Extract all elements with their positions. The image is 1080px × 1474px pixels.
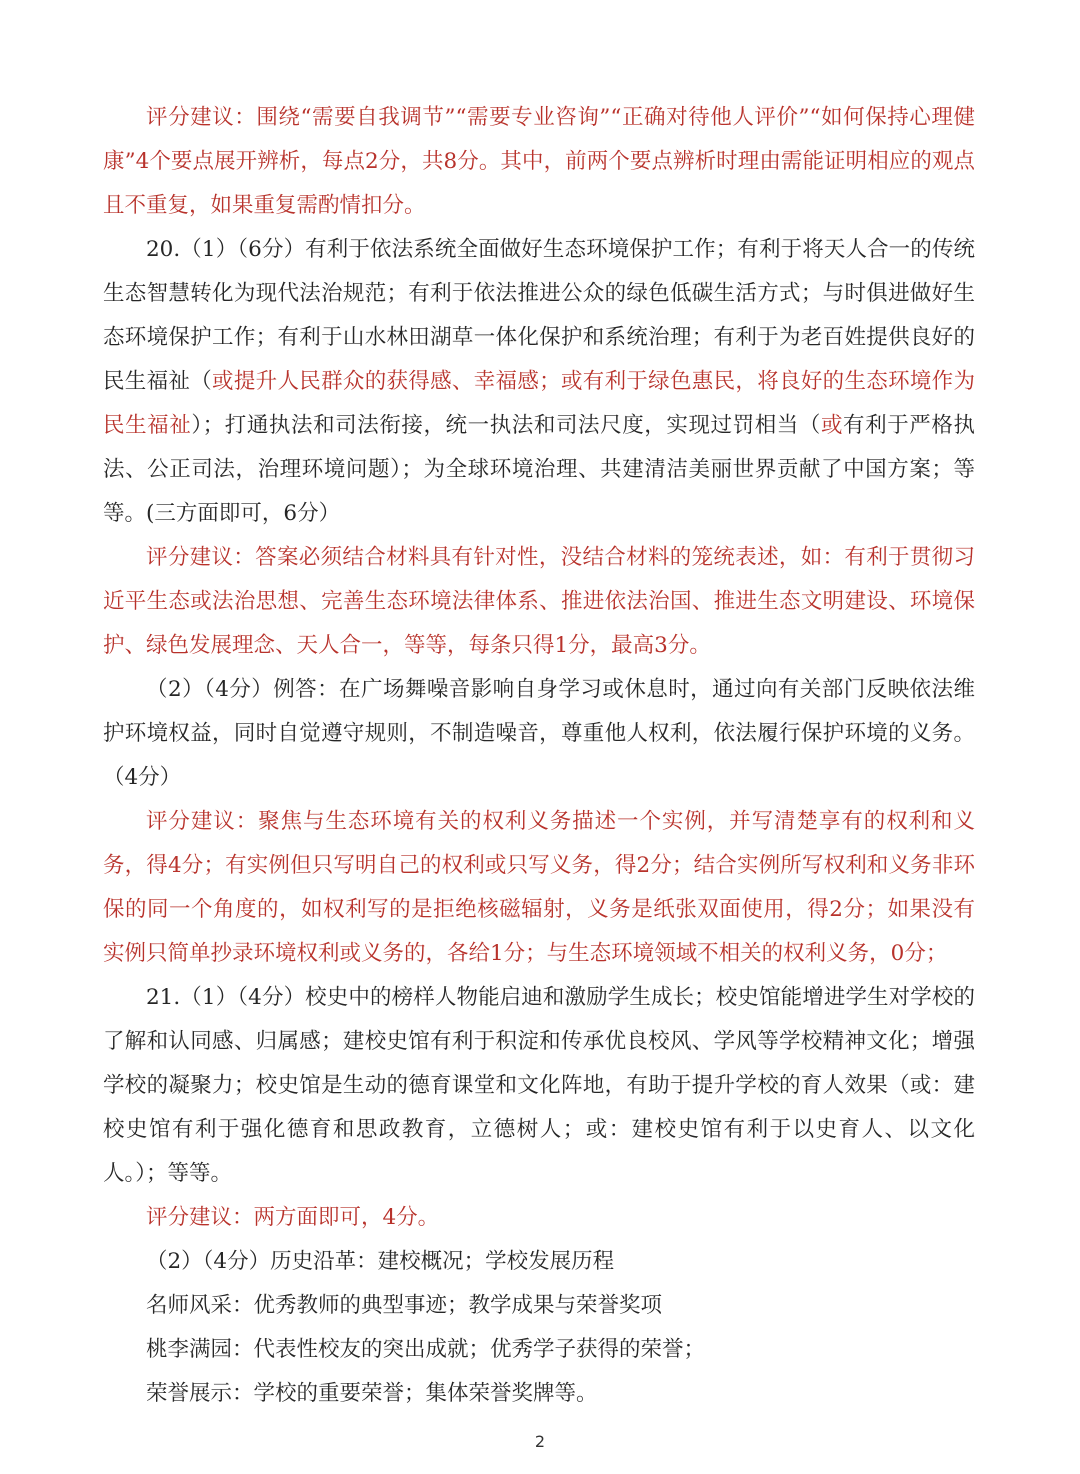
answer-21-1: 21.（1）（4分）校史中的榜样人物能启迪和激励学生成长；校史馆能增进学生对学校的了解和认同感、归属感；建校史馆有利于积淀和传承优良校风、学风等学校精神文化；增强学校的凝聚力；校史馆是生动的德育课堂和文化阵地，有助于提升学校的育人效果（或：建校史馆有利于强化德育和思政教育，立德树人；或：建校史馆有利于以史育人、以文化人。）；等等。 xyxy=(103,985,975,1186)
answer-20-1-alt-welfare: 或提升人民群众的获得感、幸福感；或有利于绿色惠民，将良好的生态环境作为民生福祉 xyxy=(103,369,975,438)
scoring-suggestion-20-1: 评分建议：答案必须结合材料具有针对性，没结合材料的笼统表述，如：有利于贯彻习近平生态或法治思想、完善生态环境法律体系、推进依法治国、推进生态文明建设、环境保护、绿色发展理念、天人合一，等等，每条只得1分，最高3分。 xyxy=(103,545,975,658)
answer-20-1-rest: 有利于严格执法、公正司法，治理环境问题）；为全球环境治理、共建清洁美丽世界贡献了中国方案；等等。(三方面即可，6分） xyxy=(103,413,975,526)
answer-20-2: （2）（4分）例答：在广场舞噪音影响自身学习或休息时，通过向有关部门反映依法维护环境权益，同时自觉遵守规则，不制造噪音，尊重他人权利，依法履行保护环境的义务。（4分） xyxy=(103,677,975,790)
page-number: 2 xyxy=(534,1432,546,1451)
answer-20-1 xyxy=(103,228,975,536)
scoring-suggestion-20-2: 评分建议：聚焦与生态环境有关的权利义务描述一个实例，并写清楚享有的权利和义务，得4分；有实例但只写明自己的权利或只写义务，得2分；结合实例所写权利和义务非环保的同一个角度的，如权利写的是拒绝核磁辐射，义务是纸张双面使用，得2分；如果没有实例只简单抄录环境权利或义务的，各给1分；与生态环境领域不相关的权利义务，0分； xyxy=(103,809,975,966)
answer-21-2-alumni: 桃李满园：代表性校友的突出成就；优秀学子获得的荣誉； xyxy=(146,1337,706,1362)
answer-20-1-alt-marker: 或 xyxy=(820,413,844,438)
answer-20-1-enforcement: ）；打通执法和司法衔接，统一执法和司法尺度，实现过罚相当（ xyxy=(191,413,821,438)
answer-21-2-teachers: 名师风采：优秀教师的典型事迹；教学成果与荣誉奖项 xyxy=(146,1293,663,1318)
scoring-suggestion-19: 评分建议：围绕“需要自我调节”“需要专业咨询”“正确对待他人评价”“如何保持心理健康”4个要点展开辨析，每点2分，共8分。其中，前两个要点辨析时理由需能证明相应的观点且不重复，如果重复需酌情扣分。 xyxy=(103,105,975,218)
scoring-suggestion-21-1: 评分建议：两方面即可，4分。 xyxy=(146,1205,440,1230)
answer-21-2-honors: 荣誉展示：学校的重要荣誉；集体荣誉奖牌等。 xyxy=(146,1381,598,1406)
answer-20-1-main: 20.（1）（6分）有利于依法系统全面做好生态环境保护工作；有利于将天人合一的传统生态智慧转化为现代法治规范；有利于依法推进公众的绿色低碳生活方式；与时俱进做好生态环境保护工作；有利于山水林田湖草一体化保护和系统治理；有利于为老百姓提供良好的民生福祉（ xyxy=(103,237,975,394)
answer-key-page xyxy=(103,96,975,1416)
answer-21-2-history: （2）（4分）历史沿革：建校概况；学校发展历程 xyxy=(146,1249,615,1274)
